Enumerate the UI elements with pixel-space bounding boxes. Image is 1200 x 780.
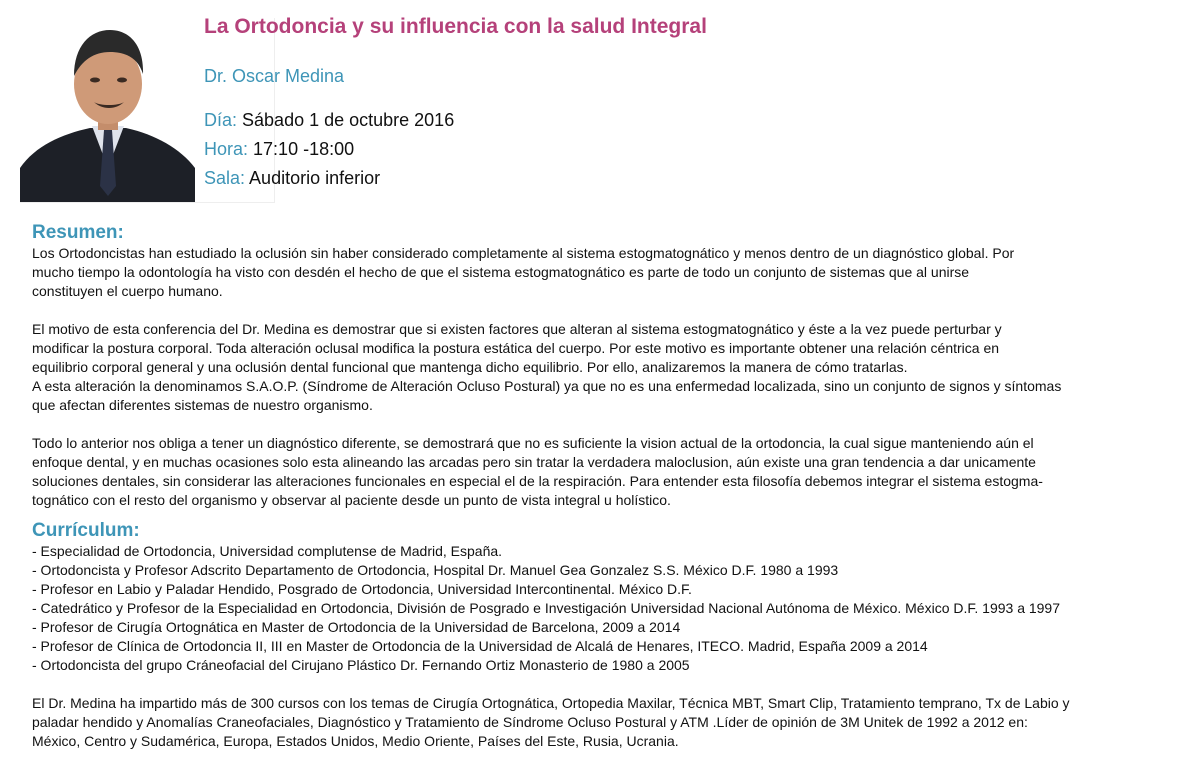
curriculum-item: - Profesor en Labio y Paladar Hendido, Posgrado de Ortodoncia, Universidad Intercontinental. México D.F. (32, 581, 692, 597)
curriculum-item: - Profesor de Clínica de Ortodoncia II, III en Master de Ortodoncia de la Universidad de Alcalá de Henares, ITECO. Madrid, España 2009 a 2014 (32, 638, 928, 654)
curriculum-item: - Profesor de Cirugía Ortognática en Master de Ortodoncia de la Universidad de Barcelona, 2009 a 2014 (32, 619, 681, 635)
summary-line: Los Ortodoncistas han estudiado la oclusión sin haber considerado completamente al sistema estogmatognático y menos dentro de un diagnóstico global. Por (32, 245, 1015, 261)
detail-room-value: Auditorio inferior (249, 168, 381, 188)
detail-time (204, 135, 1184, 164)
talk-details (204, 106, 1184, 193)
curriculum-item: - Ortodoncista del grupo Cráneofacial del Cirujano Plástico Dr. Fernando Ortiz Monasterio de 1980 a 2005 (32, 657, 690, 673)
summary-line: tognático con el resto del organismo y observar al paciente desde un punto de vista integral u holístico. (32, 492, 671, 508)
detail-room-label: Sala: (204, 168, 246, 188)
content (32, 222, 1177, 751)
curriculum-item: - Especialidad de Ortodoncia, Universidad complutense de Madrid, España. (32, 543, 503, 559)
detail-day-value: Sábado 1 de octubre 2016 (242, 110, 455, 130)
summary-line: El motivo de esta conferencia del Dr. Medina es demostrar que si existen factores que alteran al sistema estogmatognático y éste a la vez puede perturbar y (32, 321, 1002, 337)
talk-title: La Ortodoncia y su influencia con la salud Integral (204, 15, 707, 38)
detail-time-value: 17:10 -18:00 (253, 139, 355, 159)
summary-line: constituyen el cuerpo humano. (32, 283, 223, 299)
detail-time-label: Hora: (204, 139, 249, 159)
summary-paragraph-1 (32, 244, 1177, 301)
summary-line: que afectan diferentes sistemas de nuestro organismo. (32, 397, 373, 413)
summary-line: Todo lo anterior nos obliga a tener un diagnóstico diferente, se demostrará que no es suficiente la vision actual de la ortodoncia, la cual sigue manteniendo aún el (32, 435, 1034, 451)
closing-line: paladar hendido y Anomalías Craneofaciales, Diagnóstico y Tratamiento de Síndrome Ocluso Postural y ATM .Líder de opinión de 3M Unitek de 1992 a 2012 en: (32, 714, 1028, 730)
summary-line: equilibrio corporal general y una oclusión dental funcional que mantenga dicho equilibrio. Por ello, analizaremos la manera de cómo tratarlas. (32, 359, 908, 375)
curriculum-item: - Catedrático y Profesor de la Especialidad en Ortodoncia, División de Posgrado e Investigación Universidad Nacional Autónoma de México. México D.F. 1993 a 1997 (32, 600, 1061, 616)
speaker-name: Dr. Oscar Medina (204, 66, 345, 86)
speaker-photo (20, 18, 195, 202)
detail-room (204, 164, 1184, 193)
speaker-portrait-illustration (20, 18, 195, 202)
curriculum-item: - Ortodoncista y Profesor Adscrito Departamento de Ortodoncia, Hospital Dr. Manuel Gea Gonzalez S.S. México D.F. 1980 a 1993 (32, 562, 839, 578)
summary-paragraph-3 (32, 434, 1177, 510)
header (204, 12, 1184, 193)
summary-line: mucho tiempo la odontología ha visto con desdén el hecho de que el sistema estogmatognático es parte de todo un conjunto de sistemas que al unirse (32, 264, 970, 280)
closing-line: México, Centro y Sudamérica, Europa, Estados Unidos, Medio Oriente, Países del Este, Rusia, Ucrania. (32, 733, 679, 749)
curriculum-closing-paragraph (32, 694, 1177, 751)
detail-day (204, 106, 1184, 135)
summary-paragraph-2 (32, 320, 1177, 415)
summary-heading: Resumen: (32, 222, 124, 243)
closing-line: El Dr. Medina ha impartido más de 300 cursos con los temas de Cirugía Ortognática, Ortopedia Maxilar, Técnica MBT, Smart Clip, Tratamiento temprano, Tx de Labio y (32, 695, 1070, 711)
summary-line: modificar la postura corporal. Toda alteración oclusal modifica la postura estática del cuerpo. Por este motivo es importante obtener una relación céntrica en (32, 340, 1000, 356)
curriculum-heading: Currículum: (32, 520, 140, 541)
summary-line: enfoque dental, y en muchas ocasiones solo esta alineando las arcadas pero sin tratar la verdadera maloclusion, aún existe una gran tendencia a dar unicamente (32, 454, 1036, 470)
curriculum-list (32, 542, 1177, 675)
summary-line: A esta alteración la denominamos S.A.O.P. (Síndrome de Alteración Ocluso Postural) ya que no es una enfermedad localizada, sino un conjunto de signos y síntomas (32, 378, 1062, 394)
summary-line: soluciones dentales, sin considerar las alteraciones funcionales en especial el de la respiración. Para entender esta filosofía debemos integrar el sistema estogma- (32, 473, 1043, 489)
detail-day-label: Día: (204, 110, 238, 130)
